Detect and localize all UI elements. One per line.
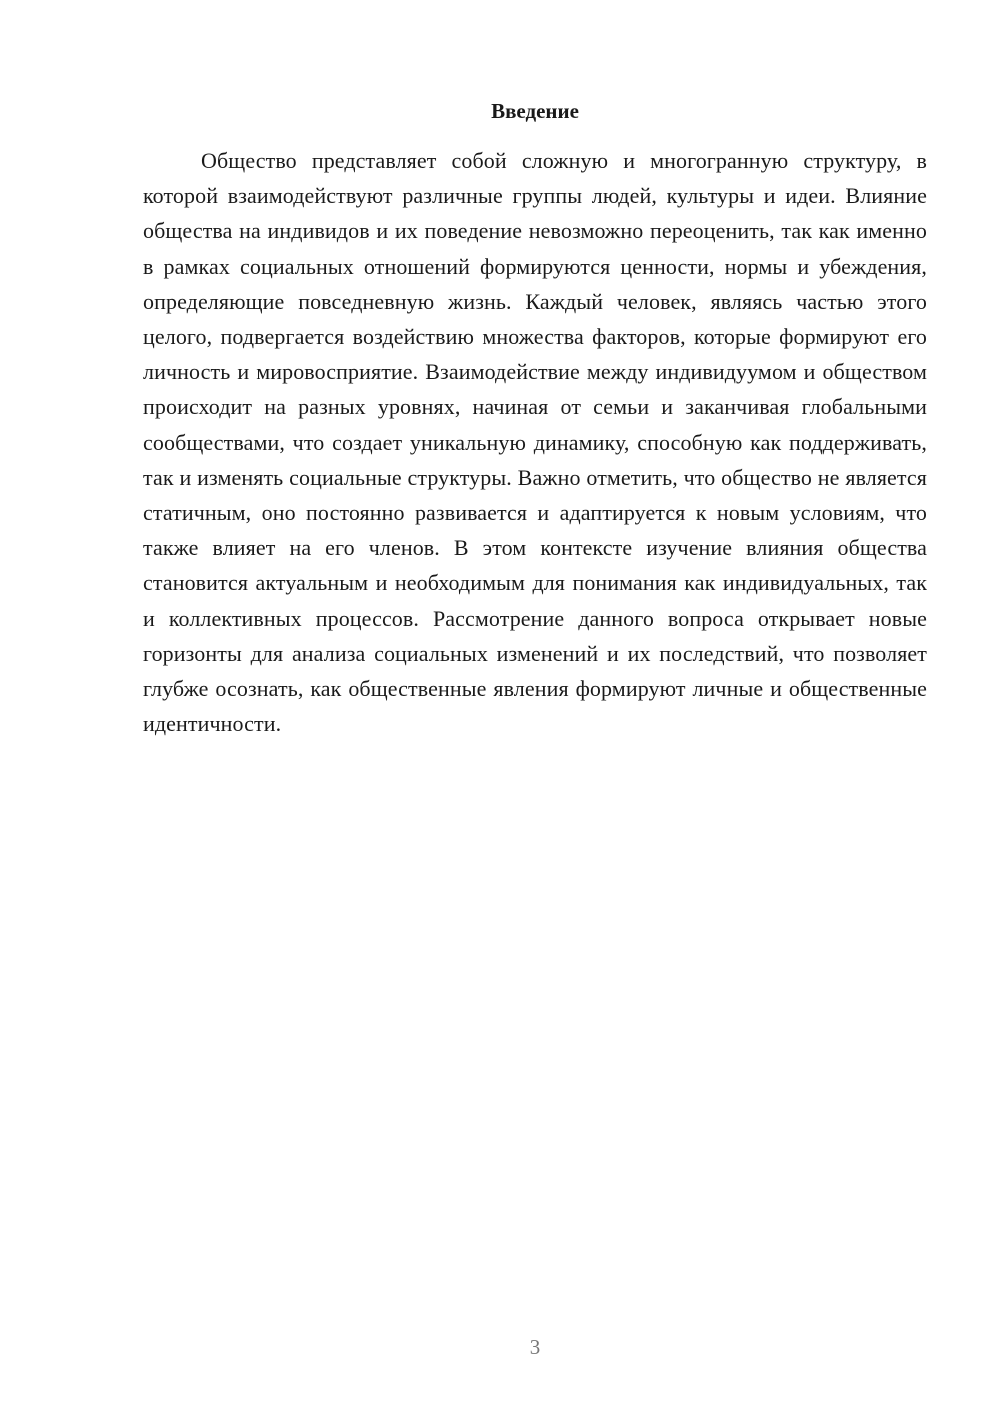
- body-paragraph: Общество представляет собой сложную и многогранную структуру, в которой взаимодействуют различные группы людей, культуры и идеи. Влияние общества на индивидов и их поведение невозможно переоценить, так как именно в рамках социальных отношений формируются ценности, нормы и убеждения, определяющие повседневную жизнь. Каждый человек, являясь частью этого целого, подвергается воздействию множества факторов, которые формируют его личность и мировосприятие. Взаимодействие между индивидуумом и обществом происходит на разных уровнях, начиная от семьи и заканчивая глобальными сообществами, что создает уникальную динамику, способную как поддерживать, так и изменять социальные структуры. Важно отметить, что общество не является статичным, оно постоянно развивается и адаптируется к новым условиям, что также влияет на его членов. В этом контексте изучение влияния общества становится актуальным и необходимым для понимания как индивидуальных, так и коллективных процессов. Рассмотрение данного вопроса открывает новые горизонты для анализа социальных изменений и их последствий, что позволяет глубже осознать, как общественные явления формируют личные и общественные идентичности.: [143, 148, 927, 737]
- page-number: 3: [529, 1335, 541, 1359]
- section-heading: Введение: [491, 99, 579, 123]
